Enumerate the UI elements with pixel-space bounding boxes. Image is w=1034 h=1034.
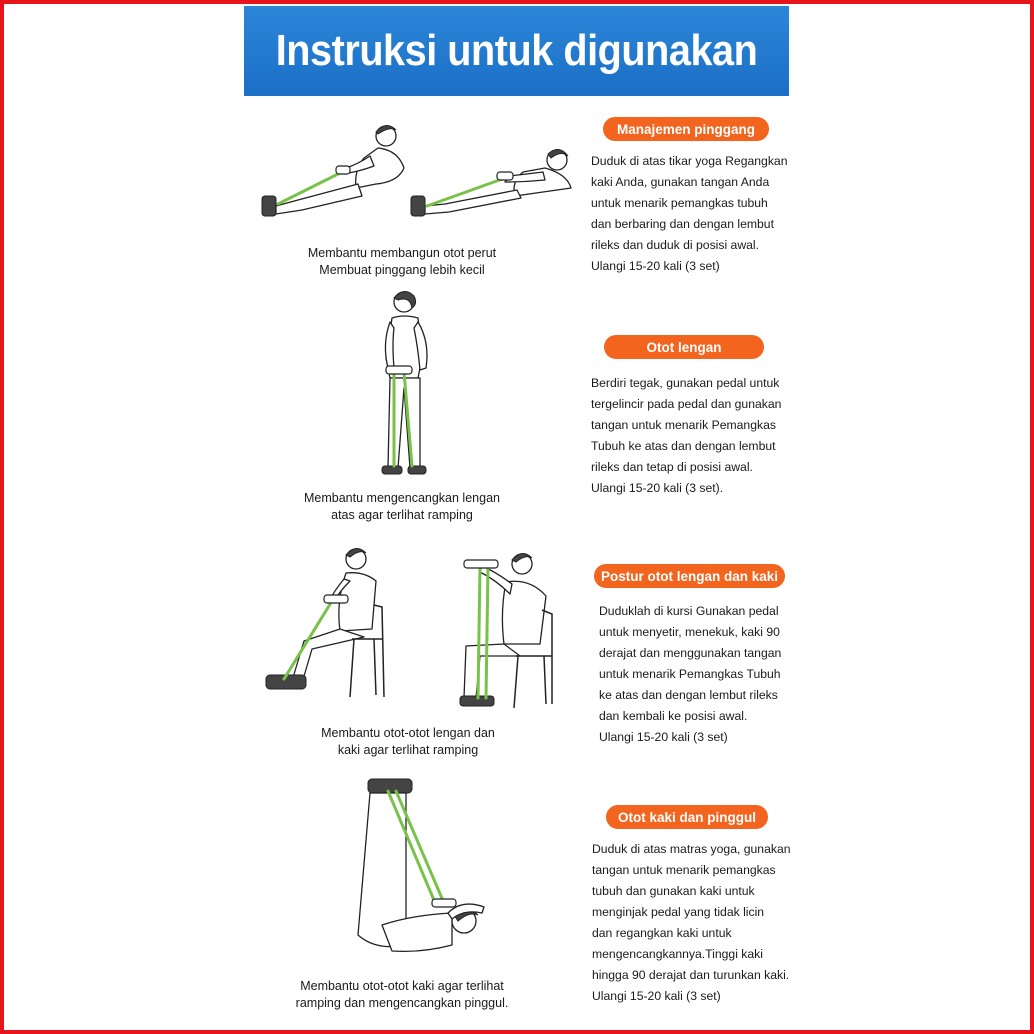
description-section-2: Berdiri tegak, gunakan pedal untuk tergelincir pada pedal dan gunakan tangan untuk menarik Pemangkas Tubuh ke atas dan dengan lembut rileks dan tetap di posisi awal. Ulangi 15-20 kali (3 set). — [591, 376, 782, 495]
pill-otot-kaki-dan-pinggul: Otot kaki dan pinggul — [606, 805, 768, 829]
illustration-situp-lying — [405, 140, 577, 222]
caption-section-4: Membantu otot-otot kaki agar terlihat ramping dan mengencangkan pinggul. — [295, 979, 509, 1010]
illustration-seated-press — [460, 548, 560, 716]
illustration-seated-row — [264, 545, 394, 705]
pill-otot-lengan: Otot lengan — [604, 335, 764, 359]
page-title: Instruksi untuk digunakan — [275, 26, 758, 75]
illustration-standing-curl — [378, 288, 438, 484]
description-section-3: Duduklah di kursi Gunakan pedal untuk menyetir, menekuk, kaki 90 derajat dan menggunakan tangan untuk menarik Pemangkas Tubuh ke atas dan dengan lembut rileks dan kembali ke posisi awal. Ulangi 15-20 kali (3 set) — [599, 604, 782, 744]
header-banner — [244, 6, 789, 96]
caption-section-3: Membantu otot-otot lengan dan kaki agar terlihat ramping — [321, 726, 495, 757]
caption-section-1: Membantu membangun otot perut Membuat pinggang lebih kecil — [307, 246, 497, 277]
pill-postur-otot-lengan-dan-kaki: Postur otot lengan dan kaki — [594, 564, 785, 588]
illustration-situp-seated — [258, 118, 408, 228]
pill-manajemen-pinggang: Manajemen pinggang — [603, 117, 769, 141]
illustration-leg-raise — [352, 775, 500, 971]
description-section-4: Duduk di atas matras yoga, gunakan tangan untuk menarik pemangkas tubuh dan gunakan kaki untuk menginjak pedal yang tidak licin dan regangkan kaki untuk mengencangkannya.Tinggi kaki hingga 90 derajat dan turunkan kaki. Ulangi 15-20 kali (3 set) — [592, 842, 791, 1003]
caption-section-2: Membantu mengencangkan lengan atas agar terlihat ramping — [304, 491, 500, 522]
description-section-1: Duduk di atas tikar yoga Regangkan kaki Anda, gunakan tangan Anda untuk menarik pemangkas tubuh dan berbaring dan dengan lembut rileks dan duduk di posisi awal. Ulangi 15-20 kali (3 set) — [591, 154, 788, 273]
